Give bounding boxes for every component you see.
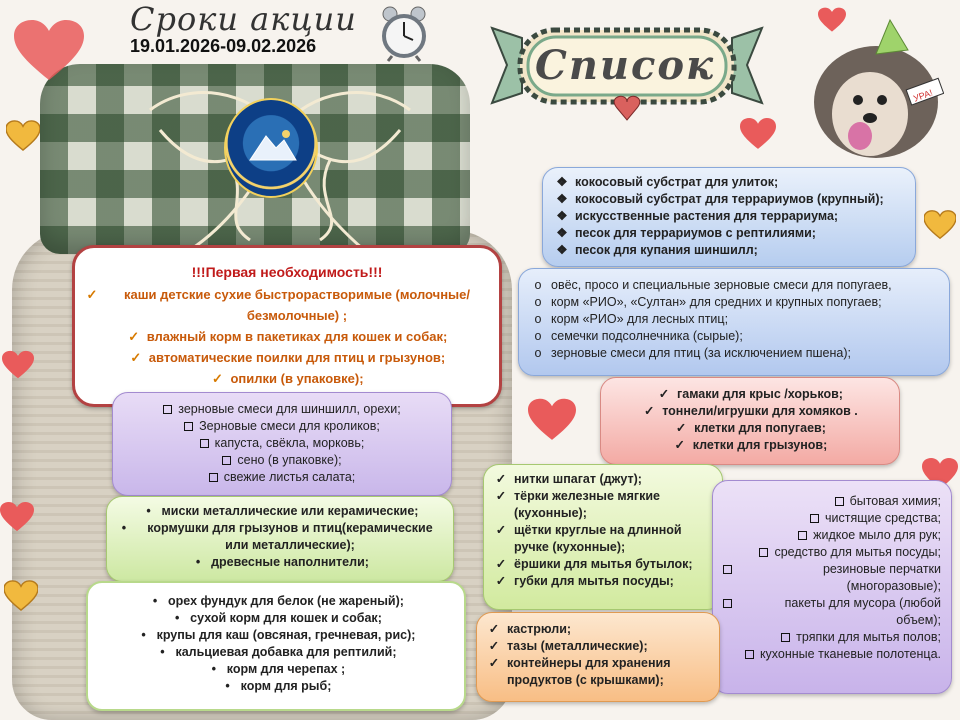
- bullet-icon: •: [211, 662, 216, 676]
- checkbox-icon: [222, 456, 231, 465]
- bullet-icon: •: [141, 628, 146, 642]
- bullet-icon: •: [174, 611, 180, 625]
- list-item: ✓ нитки шпагат (джут);: [495, 472, 642, 486]
- logo-mountain-icon: [248, 126, 298, 164]
- list-item: ❖ кокосовый субстрат для террариумов (крупный);: [556, 192, 884, 206]
- food-list-box: [86, 581, 466, 711]
- hedgehog-flag-text: УРА!: [912, 87, 934, 104]
- checkbox-icon: [810, 514, 819, 523]
- bullet-icon: •: [121, 521, 127, 535]
- first-need-box: [72, 245, 502, 407]
- check-icon: ✓: [495, 489, 507, 503]
- circle-bullet-icon: o: [534, 295, 542, 309]
- list-item: ✓ опилки (в упаковке);: [85, 368, 489, 389]
- check-icon: ✓: [488, 656, 500, 670]
- cages-list-box: [600, 377, 900, 465]
- list-item: o семечки подсолнечника (сырые);: [531, 328, 937, 345]
- check-icon: ✓: [674, 438, 685, 452]
- diamond-bullet-icon: ❖: [556, 243, 568, 257]
- check-icon: ✓: [643, 404, 655, 418]
- checkbox-icon: [723, 565, 732, 574]
- list-item: ❖ искусственные растения для террариума;: [556, 209, 839, 223]
- feed-list-box: [112, 392, 452, 496]
- checkbox-icon: [835, 497, 844, 506]
- list-item: o корм «РИО», «Султан» для средних и крупных попугаев;: [531, 294, 937, 311]
- checkbox-icon: [163, 405, 172, 414]
- list-item: Зерновые смеси для кроликов;: [123, 418, 441, 435]
- list-item: o корм «РИО» для лесных птиц;: [531, 311, 937, 328]
- alarm-clock-icon: [380, 4, 428, 62]
- list-item: • кальциевая добавка для рептилий;: [98, 644, 454, 661]
- gold-heart-icon: [924, 210, 956, 240]
- bullet-icon: •: [225, 679, 230, 693]
- bullet-icon: •: [195, 555, 201, 569]
- check-icon: ✓: [495, 523, 507, 537]
- heart-icon: [14, 20, 84, 82]
- heart-icon: [2, 350, 34, 380]
- circle-bullet-icon: o: [534, 329, 542, 343]
- checkbox-icon: [781, 633, 790, 642]
- check-icon: ✓: [488, 622, 500, 636]
- substrate-list-box: [542, 167, 916, 267]
- bullet-icon: •: [160, 645, 165, 659]
- list-item: чистящие средства;: [723, 510, 941, 527]
- list-item: • крупы для каш (овсяная, гречневая, рис);: [98, 627, 454, 644]
- list-item: o овёс, просо и специальные зерновые смеси для попугаев,: [531, 277, 937, 294]
- list-item: тряпки для мытья полов;: [723, 629, 941, 646]
- diamond-bullet-icon: ❖: [556, 175, 568, 189]
- check-icon: ✓: [495, 574, 507, 588]
- list-item: зерновые смеси для шиншилл, орехи;: [123, 401, 441, 418]
- checkbox-icon: [745, 650, 754, 659]
- list-item: ✓ тёрки железные мягкие (кухонные);: [495, 489, 661, 520]
- first-need-list: [85, 284, 489, 389]
- list-item: ✓ клетки для попугаев;: [675, 421, 826, 435]
- list-item: • древесные наполнители;: [117, 554, 443, 571]
- list-item: ✓ автоматические поилки для птиц и грызунов;: [85, 347, 489, 368]
- containers-list-box: [476, 612, 720, 702]
- heart-icon: [740, 118, 776, 150]
- check-icon: ✓: [495, 472, 507, 486]
- list-item: ❖ песок для купания шиншилл;: [556, 243, 758, 257]
- list-item: • корм для черепах ;: [98, 661, 454, 678]
- list-item: • миски металлические или керамические;: [117, 503, 443, 520]
- heart-icon: [0, 500, 34, 534]
- list-item: свежие листья салата;: [123, 469, 441, 486]
- list-item: ✓ каши детские сухие быстрорастворимые (молочные/безмолочные) ;: [85, 284, 489, 326]
- list-item: средство для мытья посуды;: [723, 544, 941, 561]
- check-icon: ✓: [86, 287, 98, 302]
- kitchen-tools-list-box: [483, 464, 723, 610]
- list-item: • сухой корм для кошек и собак;: [98, 610, 454, 627]
- list-item: ❖ песок для террариумов с рептилиями;: [556, 226, 816, 240]
- list-item: ✓ тазы (металлические);: [488, 639, 648, 653]
- list-item: капуста, свёкла, морковь;: [123, 435, 441, 452]
- promo-period-title: Сроки акции: [130, 0, 357, 38]
- checkbox-icon: [759, 548, 768, 557]
- checkbox-icon: [200, 439, 209, 448]
- checkbox-icon: [184, 422, 193, 431]
- circle-bullet-icon: o: [534, 278, 542, 292]
- diamond-bullet-icon: ❖: [556, 209, 568, 223]
- list-item: жидкое мыло для рук;: [723, 527, 941, 544]
- list-item: ✓ кастрюли;: [488, 622, 572, 636]
- list-item: o зерновые смеси для птиц (за исключением пшена);: [531, 345, 937, 362]
- promo-dates: 19.01.2026-09.02.2026: [130, 36, 317, 56]
- heart-icon: [818, 6, 846, 34]
- list-item: • орех фундук для белок (не жареный);: [98, 593, 454, 610]
- check-icon: ✓: [658, 387, 670, 401]
- check-icon: ✓: [128, 329, 140, 344]
- check-icon: ✓: [675, 421, 687, 435]
- heart-icon: [528, 398, 576, 442]
- list-item: кухонные тканевые полотенца.: [723, 646, 941, 663]
- list-item: ✓ щётки круглые на длинной ручке (кухонные);: [495, 523, 682, 554]
- diamond-bullet-icon: ❖: [556, 226, 568, 240]
- list-item: ✓ гамаки для крыс /хорьков;: [658, 387, 843, 401]
- list-item: сено (в упаковке);: [123, 452, 441, 469]
- check-icon: ✓: [130, 350, 142, 365]
- diamond-bullet-icon: ❖: [556, 192, 568, 206]
- bullet-icon: •: [152, 594, 158, 608]
- check-icon: ✓: [488, 639, 500, 653]
- list-item: ✓ тоннели/игрушки для хомяков .: [643, 404, 858, 418]
- bird-feed-list-box: [518, 268, 950, 376]
- check-icon: ✓: [495, 557, 507, 571]
- list-title: Список: [535, 42, 716, 89]
- checkbox-icon: [723, 599, 732, 608]
- hedgehog-illustration: [804, 14, 944, 164]
- checkbox-icon: [209, 473, 218, 482]
- list-item: ❖ кокосовый субстрат для улиток;: [556, 175, 779, 189]
- list-item: ✓ губки для мытья посуды;: [495, 574, 674, 588]
- bowls-list-box: [106, 496, 454, 582]
- checkbox-icon: [798, 531, 807, 540]
- circle-bullet-icon: o: [534, 312, 542, 326]
- list-item: ✓ клетки для грызунов;: [674, 438, 828, 452]
- list-item: резиновые перчатки (многоразовые);: [723, 561, 941, 595]
- list-item: ✓ ёршики для мытья бутылок;: [495, 557, 693, 571]
- list-item: пакеты для мусора (любой объем);: [723, 595, 941, 629]
- household-list-box: [712, 480, 952, 694]
- list-item: ✓ влажный корм в пакетиках для кошек и собак;: [85, 326, 489, 347]
- list-item: • корм для рыб;: [98, 678, 454, 695]
- gold-heart-icon: [6, 120, 40, 152]
- organization-logo: [224, 98, 318, 198]
- list-item: • кормушки для грызунов и птиц(керамические или металлические);: [117, 520, 443, 554]
- bullet-icon: •: [146, 504, 151, 518]
- check-icon: ✓: [212, 371, 223, 386]
- first-need-heading: !!!Первая необходимость!!!: [191, 264, 383, 280]
- gold-heart-icon: [4, 580, 38, 612]
- circle-bullet-icon: o: [534, 346, 542, 360]
- list-item: ✓ контейнеры для хранения продуктов (с крышками);: [488, 656, 671, 687]
- list-item: бытовая химия;: [723, 493, 941, 510]
